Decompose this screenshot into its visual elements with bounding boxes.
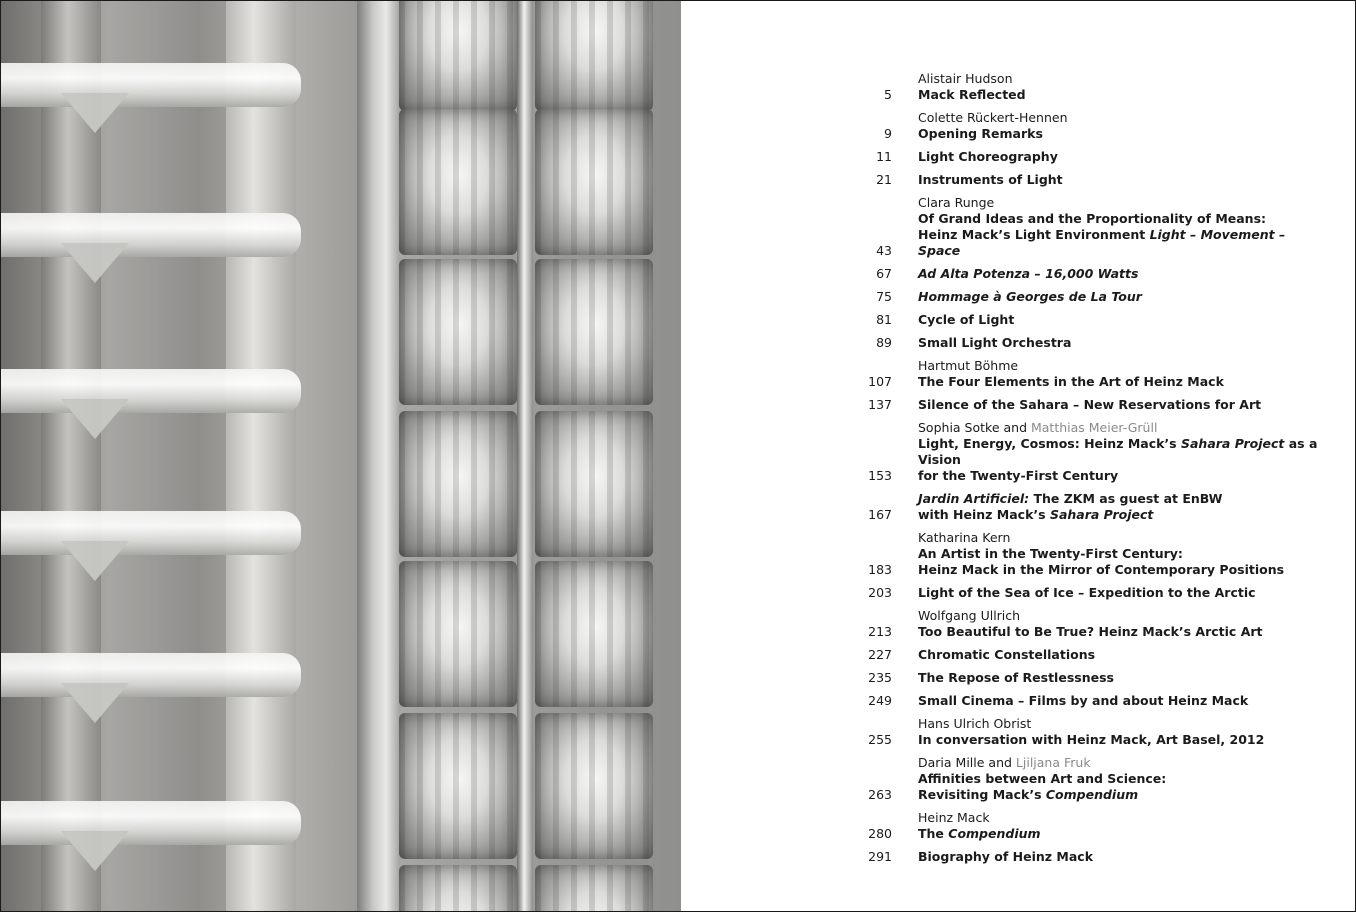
mirror-cell [535,109,653,255]
entry-text [918,647,1321,663]
title-segment: Silence of the Sahara – New Reservations for Art [918,397,1262,412]
contents-entry [861,195,1321,259]
author-name: Hans Ulrich Obrist [918,716,1032,731]
entry-title-line [918,227,1321,259]
entry-author [918,716,1321,732]
entry-title-line [918,374,1321,390]
title-segment: Heinz Mack in the Mirror of Contemporary Positions [918,562,1285,577]
entry-text [918,810,1321,842]
mirror-cell [535,259,653,405]
title-segment: In conversation with Heinz Mack, Art Basel, 2012 [918,732,1265,747]
entry-title-line [918,289,1321,305]
contents-entry [861,335,1321,351]
entry-title-line [918,312,1321,328]
entry-title-line [918,87,1321,103]
title-segment: The [918,826,949,841]
entry-text [918,266,1321,282]
entry-title-line [918,211,1321,227]
contents-entry [861,420,1321,484]
contents-entry [861,312,1321,328]
entry-title-line [918,670,1321,686]
page-number: 81 [876,312,892,327]
entry-text [918,420,1321,484]
title-segment: The Repose of Restlessness [918,670,1114,685]
entry-text [918,358,1321,390]
entry-title-line [918,849,1321,865]
italic-title-segment: Compendium [1045,787,1139,802]
author-name: Wolfgang Ullrich [918,608,1021,623]
italic-title-segment: Light – Movement – Space [918,227,1286,258]
author-join: and [984,755,1016,770]
title-segment: Affinities between Art and Science: [918,771,1167,786]
photo-fin [1,369,301,413]
entry-title-line [918,624,1321,640]
author-name: Katharina Kern [918,530,1011,545]
entry-text [918,397,1321,413]
page-number: 11 [876,149,892,164]
photo-post-right [226,1,296,911]
entry-text [918,71,1321,103]
author-name: Hartmut Böhme [918,358,1019,373]
contents-entry [861,755,1321,803]
italic-title-segment: Compendium [948,826,1041,841]
page-number: 9 [884,126,892,141]
title-segment: Light of the Sea of Ice – Expedition to the Arctic [918,585,1256,600]
page-number: 249 [868,693,892,708]
photo-center-rod [517,1,533,911]
title-segment: Light, Energy, Cosmos: Heinz Mack’s [918,436,1181,451]
entry-text [918,110,1321,142]
entry-author [918,110,1321,126]
entry-text [918,172,1321,188]
title-segment: Opening Remarks [918,126,1043,141]
photo-fin [1,653,301,697]
author-join: and [999,420,1031,435]
title-segment: as a Vision [918,436,1318,467]
entry-title-line [918,732,1321,748]
contents-entry [861,491,1321,523]
mirror-cell [535,411,653,557]
title-segment: Cycle of Light [918,312,1015,327]
italic-title-segment: Ad Alta Potenza – 16,000 Watts [918,266,1139,281]
title-segment: Biography of Heinz Mack [918,849,1094,864]
entry-text [918,670,1321,686]
page-number: 255 [868,732,892,747]
entry-text [918,312,1321,328]
contents-entry [861,71,1321,103]
entry-author [918,608,1321,624]
page-number: 75 [876,289,892,304]
entry-title-line [918,468,1321,484]
entry-text [918,530,1321,578]
mirror-cell [399,259,517,405]
page-number: 5 [884,87,892,102]
italic-title-segment: Jardin Artificiel: [918,491,1030,506]
entry-text [918,491,1321,523]
title-segment: for the Twenty-First Century [918,468,1119,483]
contents-entry [861,172,1321,188]
entry-title-line [918,172,1321,188]
page-number: 67 [876,266,892,281]
table-of-contents [861,71,1321,872]
photo-fin [1,801,301,845]
mirror-cell [535,561,653,707]
contents-entry [861,810,1321,842]
title-segment: Revisiting Mack’s [918,787,1046,802]
title-segment: Instruments of Light [918,172,1063,187]
photo-fin [1,511,301,555]
entry-author [918,810,1321,826]
title-segment: An Artist in the Twenty-First Century: [918,546,1183,561]
entry-title-line [918,826,1321,842]
entry-text [918,335,1321,351]
entry-title-line [918,149,1321,165]
title-segment: Mack Reflected [918,87,1026,102]
mirror-cell [399,1,517,111]
page-number: 43 [876,243,892,258]
title-segment: Heinz Mack’s Light Environment [918,227,1150,242]
co-author-name: Ljiljana Fruk [1015,755,1091,770]
title-segment: Chromatic Constellations [918,647,1096,662]
title-segment: Of Grand Ideas and the Proportionality of Means: [918,211,1267,226]
photo-post-left [41,1,101,911]
mirror-cell [535,865,653,911]
title-segment: Too Beautiful to Be True? Heinz Mack’s Arctic Art [918,624,1263,639]
italic-title-segment: Sahara Project [1049,507,1154,522]
title-segment: The Four Elements in the Art of Heinz Mack [918,374,1224,389]
photo-fin [1,63,301,107]
contents-entry [861,585,1321,601]
page-number: 183 [868,562,892,577]
contents-entry [861,670,1321,686]
page-number: 203 [868,585,892,600]
title-segment: Small Cinema – Films by and about Heinz Mack [918,693,1249,708]
contents-entry [861,608,1321,640]
entry-title-line [918,335,1321,351]
title-segment: Small Light Orchestra [918,335,1072,350]
page-number: 107 [868,374,892,389]
entry-title-line [918,546,1321,562]
title-segment: The ZKM as guest at EnBW [1029,491,1223,506]
mirror-cell [535,1,653,111]
italic-title-segment: Sahara Project [1180,436,1285,451]
co-author-name: Matthias Meier-Grüll [1030,420,1158,435]
entry-author [918,420,1321,436]
entry-text [918,289,1321,305]
mirror-cell [399,713,517,859]
page-number: 153 [868,468,892,483]
page-number: 89 [876,335,892,350]
mirror-cell [399,109,517,255]
entry-text [918,849,1321,865]
author-name: Clara Runge [918,195,995,210]
author-name: Colette Rückert-Hennen [918,110,1068,125]
entry-author [918,358,1321,374]
contents-entry [861,110,1321,142]
page-number: 21 [876,172,892,187]
contents-entry [861,647,1321,663]
title-segment: Light Choreography [918,149,1058,164]
contents-entry [861,530,1321,578]
entry-title-line [918,126,1321,142]
mirror-cell [399,561,517,707]
entry-text [918,149,1321,165]
page-number: 235 [868,670,892,685]
contents-entry [861,716,1321,748]
entry-text [918,755,1321,803]
contents-entry [861,693,1321,709]
cover-photo-mirrored-light-sculpture [1,1,681,911]
author-name: Heinz Mack [918,810,990,825]
entry-author [918,71,1321,87]
entry-title-line [918,647,1321,663]
italic-title-segment: Hommage à Georges de La Tour [918,289,1142,304]
contents-entry [861,849,1321,865]
entry-title-line [918,585,1321,601]
contents-entry [861,358,1321,390]
page-number: 137 [868,397,892,412]
entry-title-line [918,787,1321,803]
entry-title-line [918,562,1321,578]
entry-text [918,195,1321,259]
page-number: 227 [868,647,892,662]
entry-title-line [918,771,1321,787]
page-number: 167 [868,507,892,522]
entry-text [918,608,1321,640]
author-name: Daria Mille [918,755,985,770]
contents-entry [861,149,1321,165]
mirror-cell [535,713,653,859]
entry-text [918,693,1321,709]
entry-author [918,530,1321,546]
page-number: 280 [868,826,892,841]
author-name: Alistair Hudson [918,71,1013,86]
contents-entry [861,266,1321,282]
page-number: 291 [868,849,892,864]
entry-author [918,195,1321,211]
entry-text [918,585,1321,601]
entry-title-line [918,397,1321,413]
contents-entry [861,397,1321,413]
entry-title-line [918,693,1321,709]
entry-title-line [918,436,1321,468]
photo-fin [1,213,301,257]
contents-entry [861,289,1321,305]
entry-title-line [918,266,1321,282]
entry-title-line [918,507,1321,523]
author-name: Sophia Sotke [918,420,1000,435]
entry-author [918,755,1321,771]
mirror-cell [399,865,517,911]
entry-title-line [918,491,1321,507]
title-segment: with Heinz Mack’s [918,507,1050,522]
page-number: 263 [868,787,892,802]
entry-text [918,716,1321,748]
mirror-cell [399,411,517,557]
page-number: 213 [868,624,892,639]
